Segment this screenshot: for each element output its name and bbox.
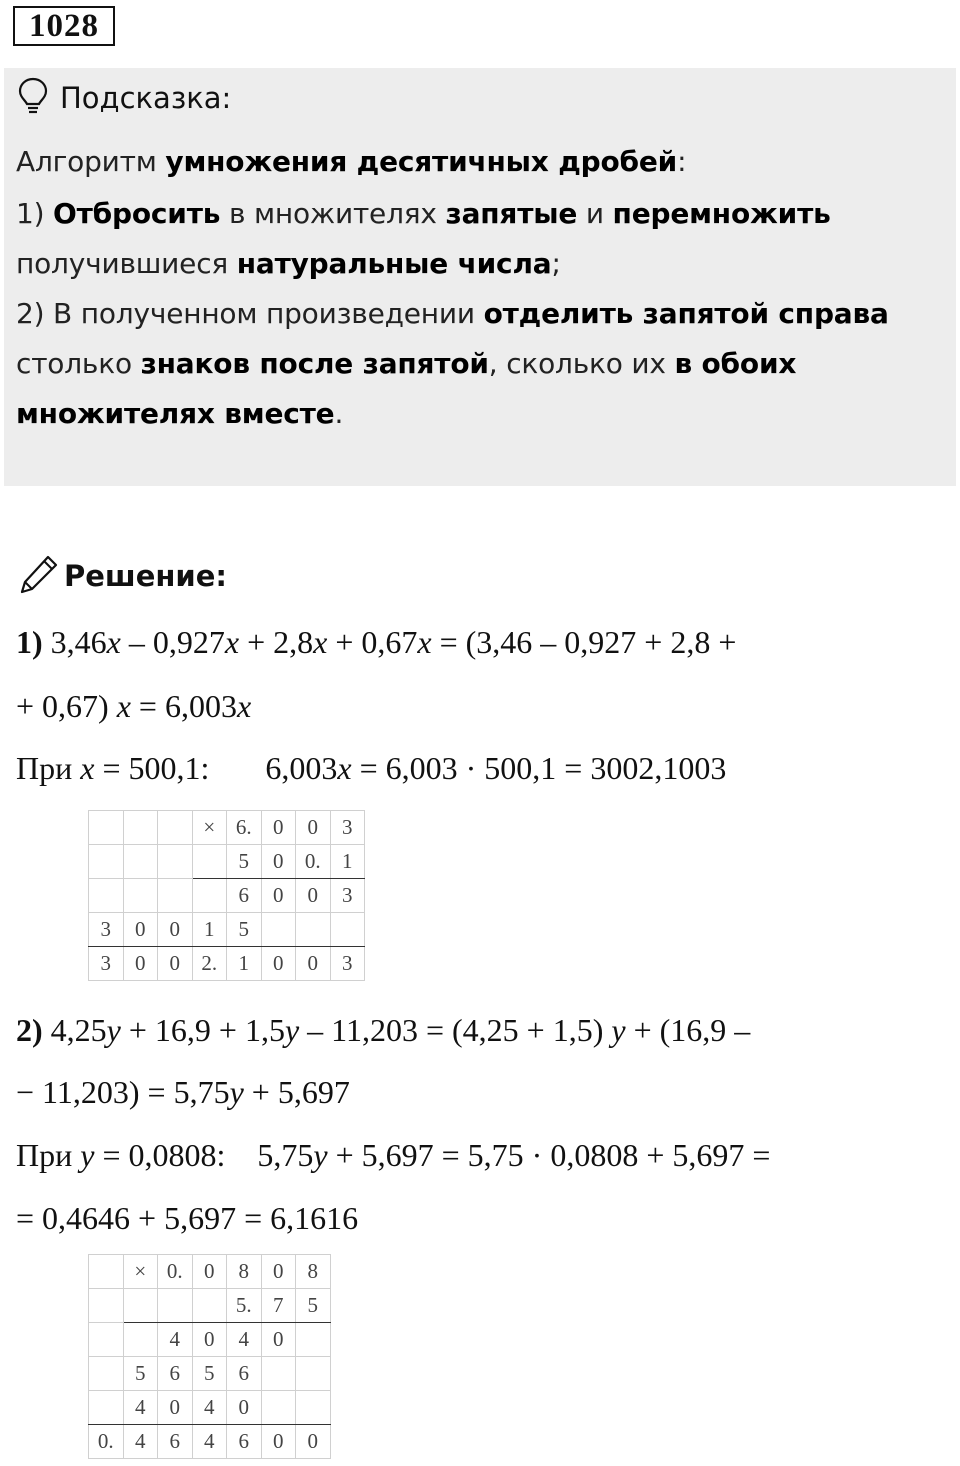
part1-line1: 1) 3,46x – 0,927x + 2,8x + 0,67x = (3,46 – 0,927 + 2,8 +: [16, 624, 737, 660]
digit-cell: 5: [192, 1357, 227, 1391]
digit-cell: 8: [296, 1255, 331, 1289]
table-row: [89, 1425, 331, 1459]
digit-cell: 4: [123, 1391, 158, 1425]
digit-cell: [89, 845, 124, 879]
digit-cell: 6: [227, 1425, 262, 1459]
table-row: [89, 879, 365, 913]
digit-cell: 0: [296, 1425, 331, 1459]
digit-cell: 0.: [89, 1425, 124, 1459]
hint-line: множителях вместе.: [16, 397, 344, 430]
digit-cell: 0: [158, 1391, 193, 1425]
digit-cell: [158, 811, 193, 845]
digit-cell: 3: [330, 947, 365, 981]
table-row: [89, 1289, 331, 1323]
digit-cell: 4: [192, 1425, 227, 1459]
digit-cell: 7: [261, 1289, 296, 1323]
digit-cell: [123, 1323, 158, 1357]
digit-cell: [89, 811, 124, 845]
digit-cell: [123, 1289, 158, 1323]
digit-cell: 1: [227, 947, 262, 981]
part2-line2: − 11,203) = 5,75y + 5,697: [16, 1074, 350, 1110]
multiplication-table-1: [88, 810, 365, 981]
digit-cell: [158, 1289, 193, 1323]
digit-cell: [330, 913, 365, 947]
table-row: [89, 1391, 331, 1425]
digit-cell: 0: [261, 1255, 296, 1289]
digit-cell: [192, 879, 227, 913]
part1-line2: + 0,67) x = 6,003x: [16, 688, 252, 724]
digit-cell: 8: [227, 1255, 262, 1289]
hint-line: столько знаков после запятой, сколько их в обоих: [16, 347, 797, 380]
digit-cell: [296, 1323, 331, 1357]
hint-line: 1) Отбросить в множителях запятые и перемножить: [16, 197, 831, 230]
part2-line1: 2) 4,25y + 16,9 + 1,5y – 11,203 = (4,25 + 1,5) y + (16,9 –: [16, 1012, 751, 1048]
digit-cell: ×: [123, 1255, 158, 1289]
digit-cell: 3: [89, 947, 124, 981]
table-row: [89, 811, 365, 845]
digit-cell: [296, 1391, 331, 1425]
digit-cell: 0: [261, 947, 296, 981]
digit-cell: 0: [192, 1323, 227, 1357]
table-row: [89, 947, 365, 981]
digit-cell: 0: [192, 1255, 227, 1289]
digit-cell: 0: [261, 1323, 296, 1357]
table-row: [89, 1255, 331, 1289]
digit-cell: 5: [227, 913, 262, 947]
digit-cell: 0: [261, 879, 296, 913]
digit-cell: [296, 913, 331, 947]
pencil-icon: [18, 553, 60, 595]
digit-cell: 4: [158, 1323, 193, 1357]
digit-cell: ×: [192, 811, 227, 845]
table-row: [89, 845, 365, 879]
part2-line3: При y = 0,0808: 5,75y + 5,697 = 5,75 · 0,0808 + 5,697 =: [16, 1137, 771, 1173]
digit-cell: [192, 1289, 227, 1323]
digit-cell: 5: [296, 1289, 331, 1323]
digit-cell: [158, 845, 193, 879]
table-row: [89, 1323, 331, 1357]
digit-cell: [261, 1357, 296, 1391]
hint-line: получившиеся натуральные числа;: [16, 247, 561, 280]
digit-cell: 5: [227, 845, 262, 879]
hint-line: Алгоритм умножения десятичных дробей:: [16, 145, 687, 178]
table-row: [89, 1357, 331, 1391]
digit-cell: 2.: [192, 947, 227, 981]
digit-cell: 6: [227, 1357, 262, 1391]
digit-cell: 0: [296, 811, 331, 845]
digit-cell: 0: [158, 947, 193, 981]
multiplication-table-2: [88, 1254, 331, 1459]
digit-cell: 0: [227, 1391, 262, 1425]
part1-line3: При x = 500,1: 6,003x = 6,003 · 500,1 = 3002,1003: [16, 750, 727, 786]
digit-cell: 0: [123, 947, 158, 981]
digit-cell: 0: [158, 913, 193, 947]
digit-cell: [158, 879, 193, 913]
solution-title: Решение:: [64, 559, 228, 593]
digit-cell: 6.: [227, 811, 262, 845]
part2-line4: = 0,4646 + 5,697 = 6,1616: [16, 1200, 359, 1236]
digit-cell: 0.: [296, 845, 331, 879]
digit-cell: 4: [123, 1425, 158, 1459]
digit-cell: [89, 879, 124, 913]
digit-cell: 0: [261, 811, 296, 845]
digit-cell: 6: [227, 879, 262, 913]
lightbulb-icon: [16, 76, 50, 116]
digit-cell: [89, 1391, 124, 1425]
digit-cell: [192, 845, 227, 879]
digit-cell: [123, 845, 158, 879]
digit-cell: 6: [158, 1425, 193, 1459]
digit-cell: 5.: [227, 1289, 262, 1323]
digit-cell: 3: [330, 879, 365, 913]
digit-cell: [123, 879, 158, 913]
digit-cell: 6: [158, 1357, 193, 1391]
table-row: [89, 913, 365, 947]
digit-cell: 0: [296, 947, 331, 981]
digit-cell: 4: [227, 1323, 262, 1357]
digit-cell: [89, 1357, 124, 1391]
digit-cell: [89, 1289, 124, 1323]
digit-cell: [261, 1391, 296, 1425]
task-number: 1028: [13, 6, 115, 46]
digit-cell: 0: [261, 1425, 296, 1459]
digit-cell: [89, 1255, 124, 1289]
digit-cell: 0: [296, 879, 331, 913]
digit-cell: [261, 913, 296, 947]
digit-cell: 0: [261, 845, 296, 879]
digit-cell: 1: [192, 913, 227, 947]
digit-cell: 3: [330, 811, 365, 845]
hint-title: Подсказка:: [60, 81, 232, 115]
digit-cell: 3: [89, 913, 124, 947]
digit-cell: 4: [192, 1391, 227, 1425]
digit-cell: [89, 1323, 124, 1357]
hint-line: 2) В полученном произведении отделить запятой справа: [16, 297, 889, 330]
digit-cell: 5: [123, 1357, 158, 1391]
digit-cell: 1: [330, 845, 365, 879]
digit-cell: 0: [123, 913, 158, 947]
digit-cell: 0.: [158, 1255, 193, 1289]
digit-cell: [296, 1357, 331, 1391]
digit-cell: [123, 811, 158, 845]
